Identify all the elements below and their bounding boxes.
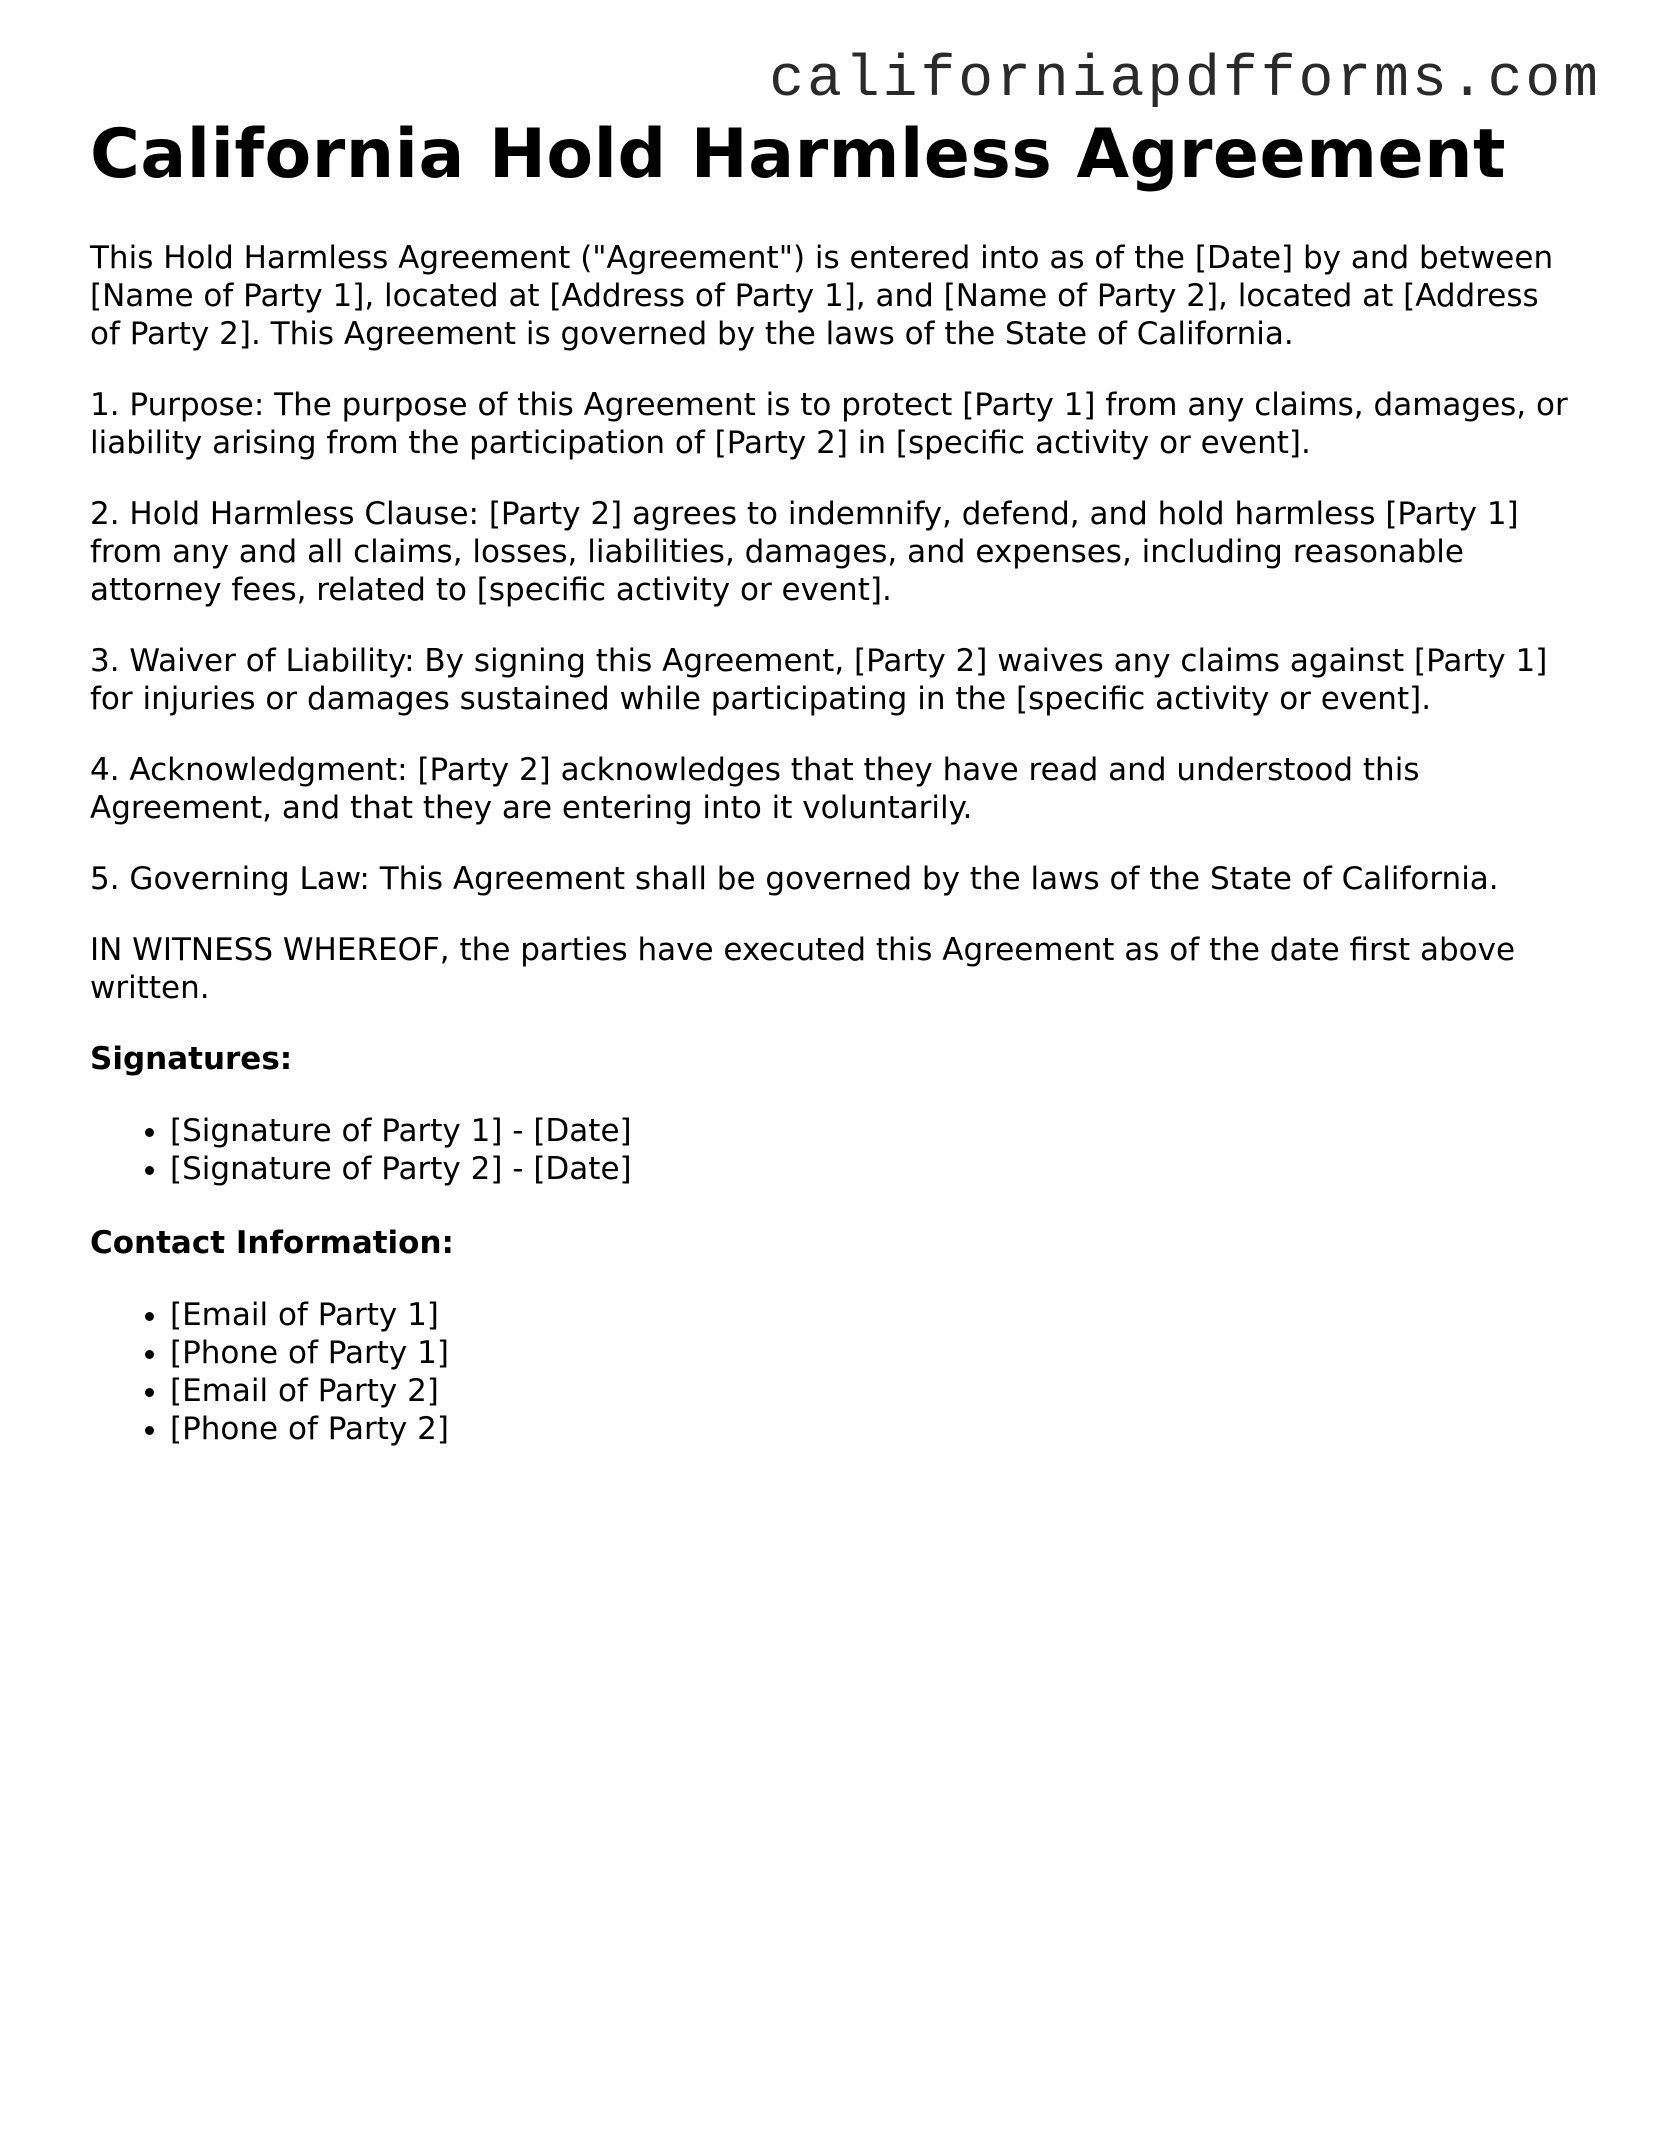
contact-email-party-2: • [Email of Party 2]: [170, 1372, 1570, 1410]
site-watermark: californiapdfforms.com: [769, 48, 1601, 113]
purpose-clause: 1. Purpose: The purpose of this Agreement is to protect [Party 1] from any claims, damages, or liability arising from the participation of [Party 2] in [specific activity or event].: [90, 386, 1568, 461]
contact-heading: Contact Information:: [90, 1224, 454, 1261]
contact-phone-party-2: • [Phone of Party 2]: [170, 1410, 1570, 1448]
document-page: [90, 115, 1570, 1484]
signatures-list: [90, 1112, 1570, 1188]
witness-paragraph: IN WITNESS WHEREOF, the parties have executed this Agreement as of the date first above written.: [90, 931, 1516, 1006]
contact-phone-party-1: • [Phone of Party 1]: [170, 1334, 1570, 1372]
governing-law-clause: 5. Governing Law: This Agreement shall be governed by the laws of the State of California.: [90, 860, 1499, 897]
document-title: California Hold Harmless Agreement: [90, 115, 1507, 194]
signatures-heading: Signatures:: [90, 1040, 293, 1077]
signature-line-party-1: • [Signature of Party 1] - [Date]: [170, 1112, 1570, 1150]
intro-paragraph: This Hold Harmless Agreement ("Agreement") is entered into as of the [Date] by and between [Name of Party 1], located at [Address of Party 1], and [Name of Party 2], located at [Address of Party 2]. This Agreement is governed by the laws of the State of California.: [90, 239, 1554, 352]
waiver-clause: 3. Waiver of Liability: By signing this Agreement, [Party 2] waives any claims against [Party 1] for injuries or damages sustained while participating in the [specific activity or event].: [90, 642, 1548, 717]
acknowledgment-clause: 4. Acknowledgment: [Party 2] acknowledges that they have read and understood this Agreement, and that they are entering into it voluntarily.: [90, 751, 1420, 826]
contact-list: [90, 1296, 1570, 1448]
contact-email-party-1: • [Email of Party 1]: [170, 1296, 1570, 1334]
signature-line-party-2: • [Signature of Party 2] - [Date]: [170, 1150, 1570, 1188]
hold-harmless-clause: 2. Hold Harmless Clause: [Party 2] agrees to indemnify, defend, and hold harmless [Party 1] from any and all claims, losses, liabilities, damages, and expenses, including reasonable attorney fees, related to [specific activity or event].: [90, 495, 1519, 608]
